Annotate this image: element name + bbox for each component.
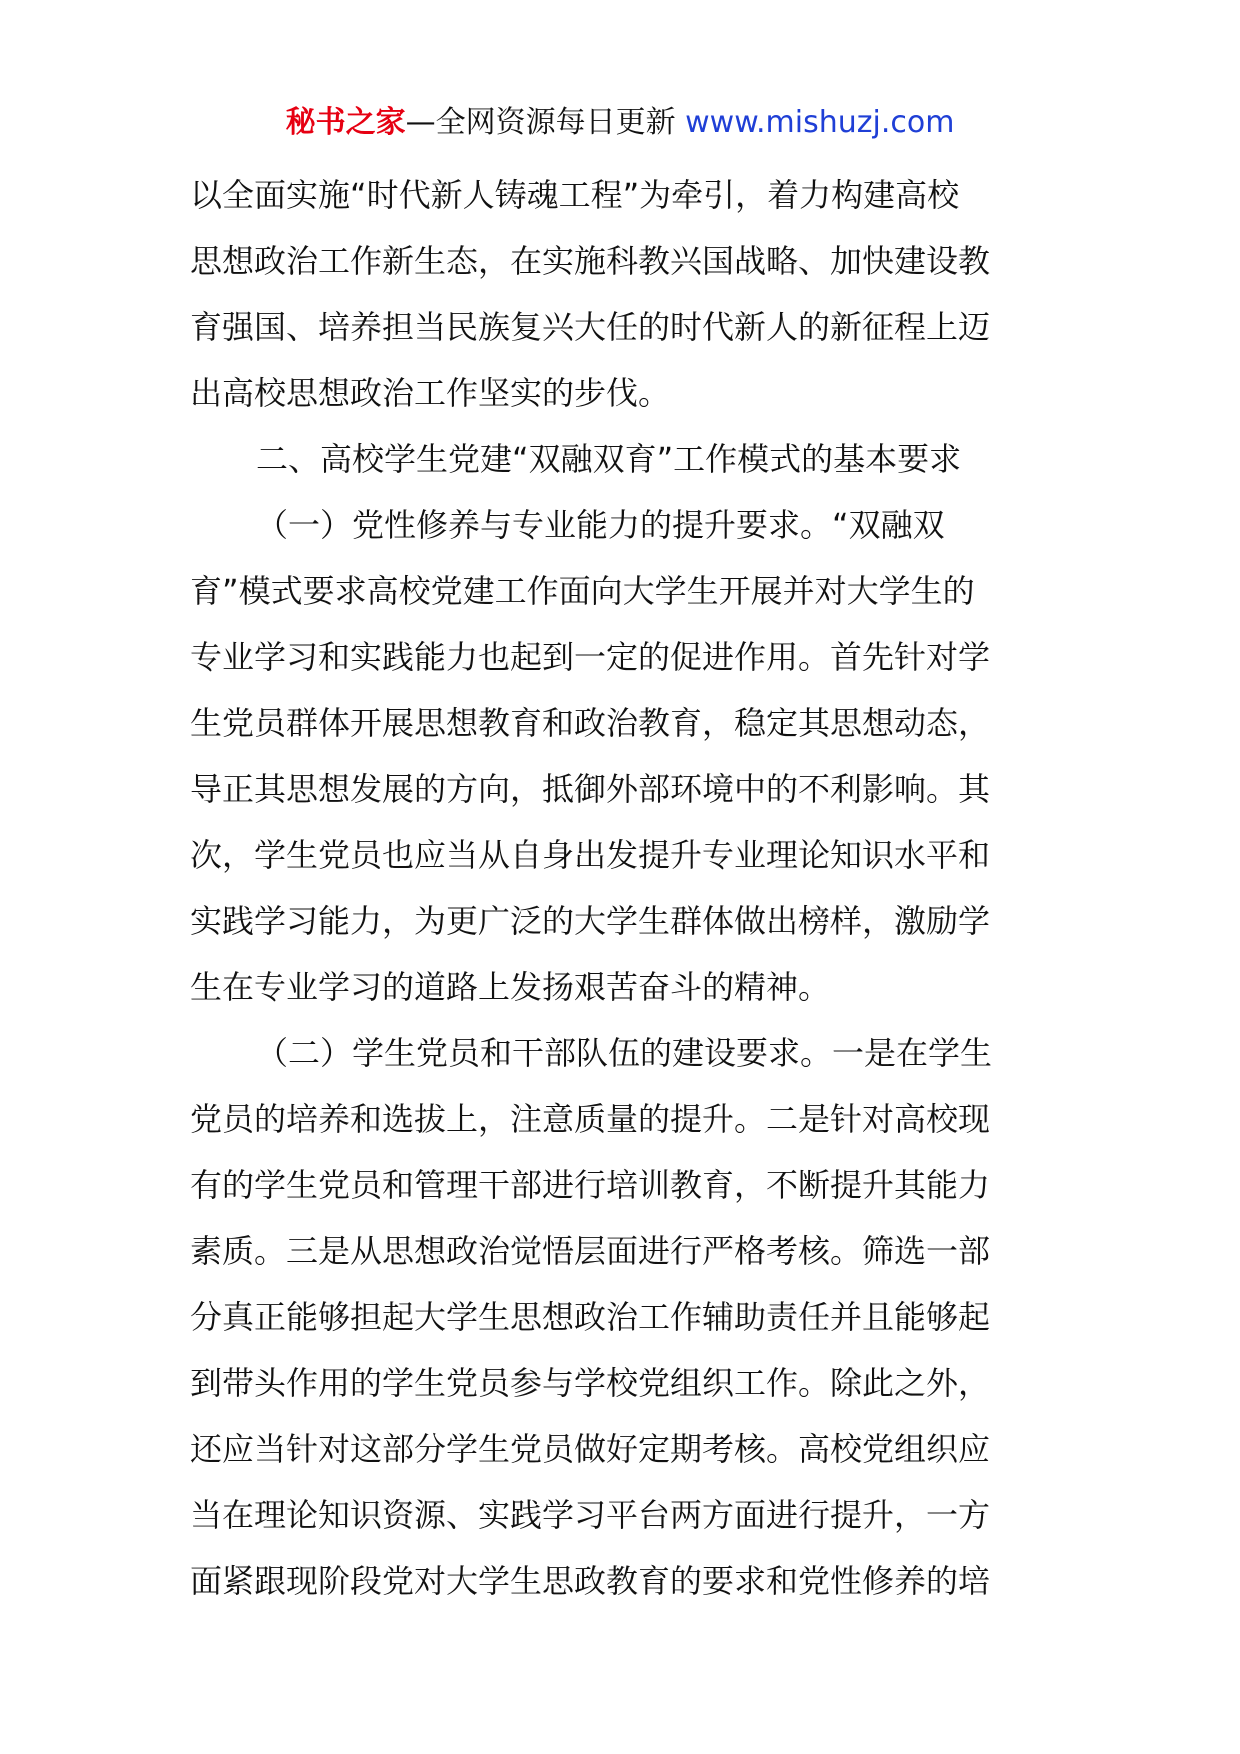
body-line: 到带头作用的学生党员参与学校党组织工作。除此之外， xyxy=(190,1364,991,1402)
body-line: 分真正能够担起大学生思想政治工作辅助责任并且能够起 xyxy=(190,1298,991,1336)
page-header xyxy=(0,98,1240,148)
header-url-link[interactable]: www.mishuzj.com xyxy=(685,105,955,140)
body-line: 素质。三是从思想政治觉悟层面进行严格考核。筛选一部 xyxy=(190,1232,991,1270)
body-line: 有的学生党员和管理干部进行培训教育，不断提升其能力 xyxy=(190,1166,991,1204)
body-line: 专业学习和实践能力也起到一定的促进作用。首先针对学 xyxy=(190,638,991,676)
body-line: 育强国、培养担当民族复兴大任的时代新人的新征程上迈 xyxy=(190,308,991,346)
body-line: 生党员群体开展思想教育和政治教育，稳定其思想动态， xyxy=(190,704,991,742)
body-line: 实践学习能力，为更广泛的大学生群体做出榜样，激励学 xyxy=(190,902,991,940)
body-line: 出高校思想政治工作坚实的步伐。 xyxy=(190,374,671,412)
body-line: 面紧跟现阶段党对大学生思政教育的要求和党性修养的培 xyxy=(190,1562,991,1600)
body-line: 以全面实施“时代新人铸魂工程”为牵引，着力构建高校 xyxy=(190,176,960,214)
header-slogan: —全网资源每日更新 xyxy=(405,105,676,140)
section-heading: 二、高校学生党建“双融双育”工作模式的基本要求 xyxy=(256,440,962,478)
body-line: 当在理论知识资源、实践学习平台两方面进行提升，一方 xyxy=(190,1496,991,1534)
subsection-heading-line: （二）学生党员和干部队伍的建设要求。一是在学生 xyxy=(256,1034,993,1072)
body-line: 育”模式要求高校党建工作面向大学生开展并对大学生的 xyxy=(190,572,975,610)
body-line: 生在专业学习的道路上发扬艰苦奋斗的精神。 xyxy=(190,968,831,1006)
subsection-heading-line: （一）党性修养与专业能力的提升要求。“双融双 xyxy=(256,506,945,544)
brand-name: 秘书之家 xyxy=(285,105,406,140)
body-line: 党员的培养和选拔上，注意质量的提升。二是针对高校现 xyxy=(190,1100,991,1138)
document-body xyxy=(190,162,1060,1614)
body-line: 导正其思想发展的方向，抵御外部环境中的不利影响。其 xyxy=(190,770,991,808)
body-line: 次，学生党员也应当从自身出发提升专业理论知识水平和 xyxy=(190,836,991,874)
body-line: 还应当针对这部分学生党员做好定期考核。高校党组织应 xyxy=(190,1430,991,1468)
body-line: 思想政治工作新生态，在实施科教兴国战略、加快建设教 xyxy=(190,242,991,280)
